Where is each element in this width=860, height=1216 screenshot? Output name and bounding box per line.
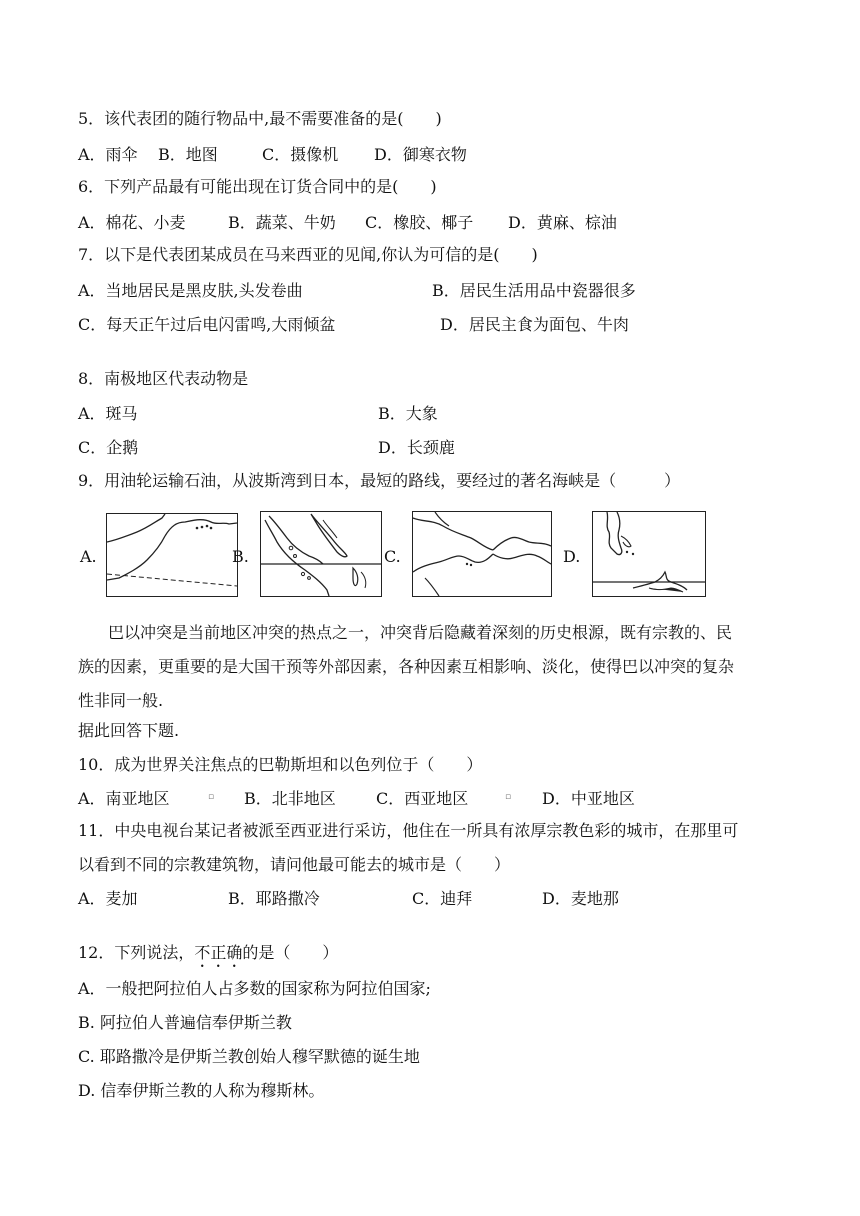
- q7-option-d: D．居民主食为面包、牛肉: [440, 315, 629, 334]
- q6-option-d: D．黄麻、棕油: [508, 213, 617, 232]
- map-a-strait-of-gibraltar: [106, 513, 238, 597]
- q5-option-d: D．御寒衣物: [374, 145, 467, 164]
- q8-option-b: B．大象: [378, 404, 438, 423]
- passage-line-4: 据此回答下题.: [78, 721, 180, 740]
- map-d-strait-of-magellan: [592, 511, 706, 597]
- q10-stem: 10．成为世界关注焦点的巴勒斯坦和以色列位于（ ）: [78, 755, 483, 774]
- q9-stem: 9．用油轮运输石油，从波斯湾到日本，最短的路线，要经过的著名海峡是（ ）: [78, 471, 681, 490]
- map-a-label: A.: [80, 547, 97, 566]
- map-d-label: D.: [563, 547, 581, 566]
- q7-option-a: A．当地居民是黑皮肤,头发卷曲: [78, 281, 303, 300]
- q12-option-a: A．一般把阿拉伯人占多数的国家称为阿拉伯国家;: [78, 979, 431, 998]
- map-c-drawing: [413, 512, 551, 596]
- q6-option-a: A．棉花、小麦: [78, 213, 186, 232]
- q5-option-b: B．地图: [158, 145, 218, 164]
- map-c-label: C.: [384, 547, 401, 566]
- q12-option-d: D. 信奉伊斯兰教的人称为穆斯林。: [78, 1081, 325, 1100]
- q8-option-d: D．长颈鹿: [378, 438, 455, 457]
- q12-stem-post: 的是（ ）: [242, 943, 339, 962]
- speck-mark: ▫: [505, 792, 512, 802]
- map-b-strait-of-malacca: [260, 511, 382, 597]
- q10-option-d: D．中亚地区: [542, 789, 635, 808]
- q11-option-a: A．麦加: [78, 889, 138, 908]
- q6-stem: 6．下列产品最有可能出现在订货合同中的是( ): [78, 177, 437, 196]
- map-c-strait-of-hormuz: [412, 511, 552, 597]
- q10-option-a: A．南亚地区: [78, 789, 170, 808]
- q12-option-c: C. 耶路撒冷是伊斯兰教创始人穆罕默德的诞生地: [78, 1047, 420, 1066]
- passage-line-1: 巴以冲突是当前地区冲突的热点之一，冲突背后隐藏着深刻的历史根源，既有宗教的、民: [108, 623, 733, 642]
- q11-option-c: C．迪拜: [412, 889, 473, 908]
- q6-option-c: C．橡胶、椰子: [365, 213, 474, 232]
- q5-option-a: A．雨伞: [78, 145, 138, 164]
- q8-stem: 8．南极地区代表动物是: [78, 369, 249, 388]
- q7-stem: 7．以下是代表团某成员在马来西亚的见闻,你认为可信的是( ): [78, 245, 538, 264]
- q5-option-c: C．摄像机: [262, 145, 339, 164]
- q11-stem-line-1: 11．中央电视台某记者被派至西亚进行采访，他住在一所具有浓厚宗教色彩的城市，在那里可: [78, 821, 739, 840]
- map-b-drawing: [261, 512, 381, 596]
- q11-stem-line-2: 以看到不同的宗教建筑物，请问他最可能去的城市是（ ）: [78, 855, 511, 874]
- map-d-drawing: [593, 512, 705, 596]
- passage-line-2: 族的因素，更重要的是大国干预等外部因素，各种因素互相影响、淡化，使得巴以冲突的复杂: [78, 657, 735, 676]
- q8-option-c: C．企鹅: [78, 438, 139, 457]
- q10-option-b: B．北非地区: [244, 789, 336, 808]
- q11-option-b: B．耶路撒冷: [228, 889, 320, 908]
- q12-option-b: B. 阿拉伯人普遍信奉伊斯兰教: [78, 1013, 292, 1032]
- map-b-label: B.: [232, 547, 249, 566]
- speck-mark: ▫: [208, 792, 215, 802]
- q10-option-c: C．西亚地区: [376, 789, 469, 808]
- passage-line-3: 性非同一般.: [78, 691, 164, 710]
- q6-option-b: B．蔬菜、牛奶: [228, 213, 336, 232]
- q12-stem-pre: 12．下列说法，: [78, 943, 195, 962]
- q7-option-c: C．每天正午过后电闪雷鸣,大雨倾盆: [78, 315, 336, 334]
- q12-stem-emphasis: 不正确: [194, 943, 243, 962]
- q8-option-a: A．斑马: [78, 404, 138, 423]
- q5-stem: 5．该代表团的随行物品中,最不需要准备的是( ): [78, 109, 442, 128]
- q7-option-b: B．居民生活用品中瓷器很多: [432, 281, 636, 300]
- map-a-drawing: [107, 514, 237, 596]
- q11-option-d: D．麦地那: [542, 889, 619, 908]
- q12-stem: [78, 942, 338, 971]
